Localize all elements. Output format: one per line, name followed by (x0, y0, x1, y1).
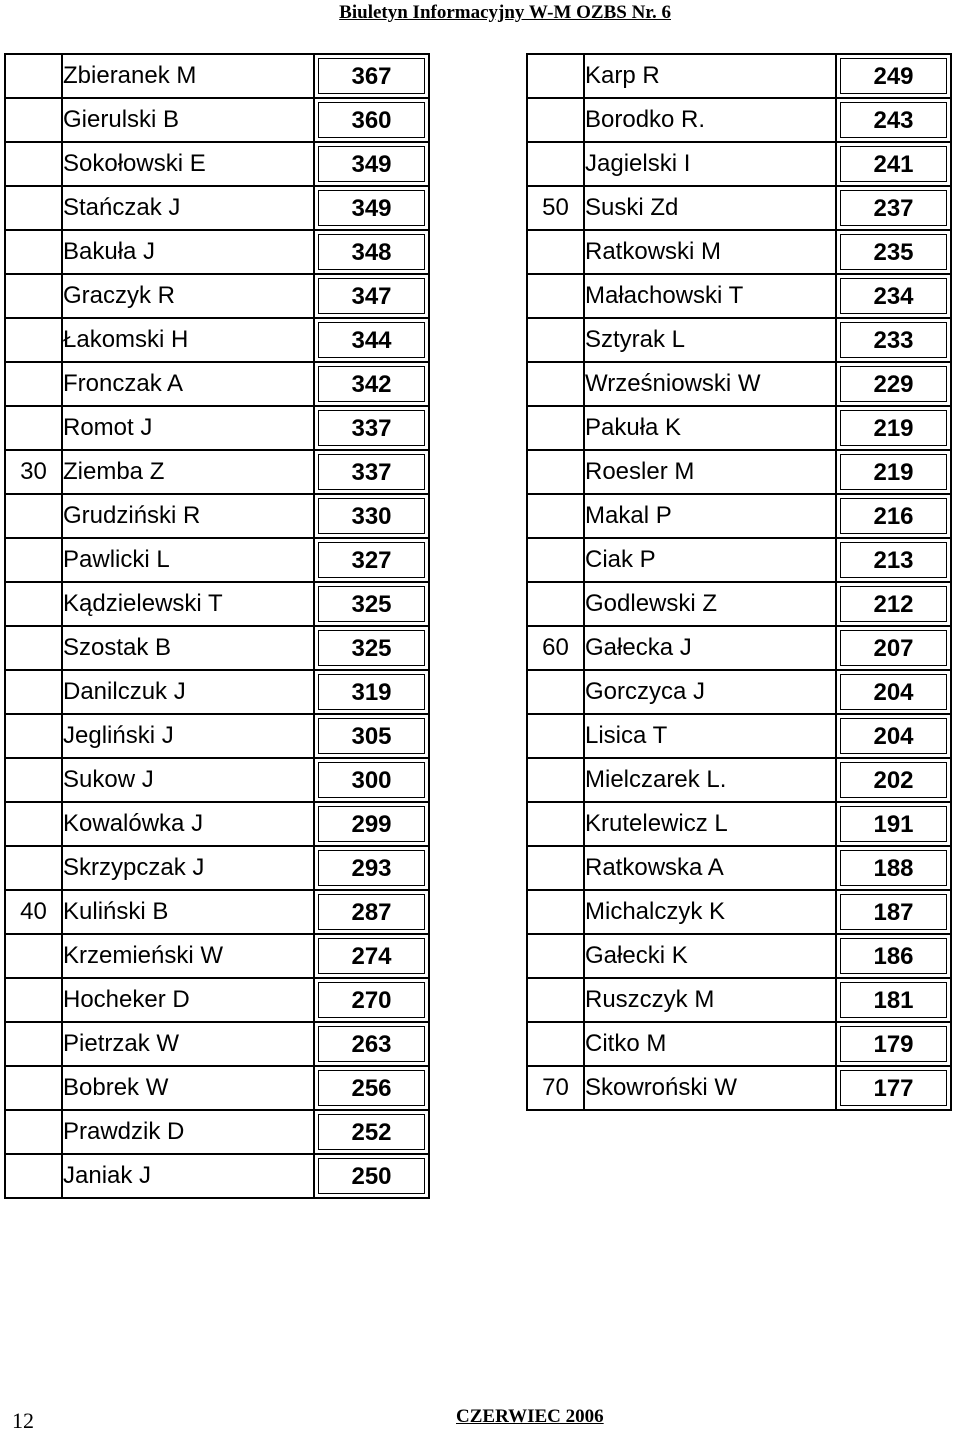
rank-number (6, 187, 63, 231)
table-row (528, 495, 952, 539)
table-row (528, 319, 952, 363)
rank-number (6, 363, 63, 407)
table-row (528, 539, 952, 583)
player-name: Borodko R. (585, 99, 837, 143)
table-row (528, 187, 952, 231)
score-value: 327 (318, 542, 425, 578)
score-cell (837, 495, 952, 539)
table-row (6, 407, 430, 451)
score-cell (315, 187, 430, 231)
player-name: Ciak P (585, 539, 837, 583)
score-value: 337 (318, 454, 425, 490)
score-value: 299 (318, 806, 425, 842)
score-cell (837, 1023, 952, 1067)
rank-number (6, 319, 63, 363)
rank-number (528, 1023, 585, 1067)
score-value: 287 (318, 894, 425, 930)
player-name: Gałecki K (585, 935, 837, 979)
table-row (6, 1023, 430, 1067)
player-name: Michalczyk K (585, 891, 837, 935)
player-name: Sukow J (63, 759, 315, 803)
score-cell (315, 671, 430, 715)
player-name: Godlewski Z (585, 583, 837, 627)
score-cell (315, 583, 430, 627)
player-name: Sokołowski E (63, 143, 315, 187)
rank-number: 40 (6, 891, 63, 935)
player-name: Ziemba Z (63, 451, 315, 495)
table-row (6, 451, 430, 495)
player-name: Małachowski T (585, 275, 837, 319)
table-row (528, 627, 952, 671)
table-row (6, 539, 430, 583)
score-value: 325 (318, 630, 425, 666)
score-value: 213 (840, 542, 947, 578)
rank-number (6, 1067, 63, 1111)
player-name: Romot J (63, 407, 315, 451)
table-row (6, 231, 430, 275)
player-name: Skrzypczak J (63, 847, 315, 891)
score-value: 337 (318, 410, 425, 446)
player-name: Makal P (585, 495, 837, 539)
table-row (6, 583, 430, 627)
table-row (528, 891, 952, 935)
score-cell (837, 363, 952, 407)
player-name: Kowalówka J (63, 803, 315, 847)
player-name: Stańczak J (63, 187, 315, 231)
score-cell (315, 231, 430, 275)
score-value: 216 (840, 498, 947, 534)
table-row (6, 55, 430, 99)
score-cell (315, 363, 430, 407)
score-cell (315, 803, 430, 847)
score-cell (837, 627, 952, 671)
player-name: Sztyrak L (585, 319, 837, 363)
rank-number (528, 715, 585, 759)
score-value: 233 (840, 322, 947, 358)
score-value: 330 (318, 498, 425, 534)
score-cell (837, 759, 952, 803)
score-cell (315, 715, 430, 759)
player-name: Lisica T (585, 715, 837, 759)
rank-number (528, 891, 585, 935)
table-row (528, 275, 952, 319)
player-name: Roesler M (585, 451, 837, 495)
player-name: Bobrek W (63, 1067, 315, 1111)
player-name: Karp R (585, 55, 837, 99)
score-cell (837, 671, 952, 715)
player-name: Bakuła J (63, 231, 315, 275)
table-row (6, 715, 430, 759)
page-number: 12 (12, 1408, 34, 1433)
player-name: Kądzielewski T (63, 583, 315, 627)
table-row (528, 847, 952, 891)
rank-number (6, 1023, 63, 1067)
player-name: Pietrzak W (63, 1023, 315, 1067)
player-name: Pakuła K (585, 407, 837, 451)
score-value: 344 (318, 322, 425, 358)
table-row (528, 1023, 952, 1067)
bulletin-title: Biuletyn Informacyjny W-M OZBS Nr. 6 (339, 2, 671, 23)
score-value: 212 (840, 586, 947, 622)
player-name: Gierulski B (63, 99, 315, 143)
rank-number (528, 583, 585, 627)
score-value: 207 (840, 630, 947, 666)
score-cell (315, 407, 430, 451)
table-row (528, 1067, 952, 1111)
table-row (6, 319, 430, 363)
score-cell (315, 495, 430, 539)
table-row (6, 627, 430, 671)
table-row (6, 1067, 430, 1111)
score-cell (315, 143, 430, 187)
score-value: 237 (840, 190, 947, 226)
score-value: 274 (318, 938, 425, 974)
score-value: 360 (318, 102, 425, 138)
rank-number (6, 627, 63, 671)
rank-number (528, 143, 585, 187)
rank-number: 50 (528, 187, 585, 231)
rank-number (528, 495, 585, 539)
score-value: 252 (318, 1114, 425, 1150)
score-cell (315, 759, 430, 803)
rank-number (528, 231, 585, 275)
player-name: Fronczak A (63, 363, 315, 407)
rank-number (528, 319, 585, 363)
rank-number: 30 (6, 451, 63, 495)
score-cell (315, 935, 430, 979)
score-cell (315, 847, 430, 891)
table-row (6, 1155, 430, 1199)
player-name: Zbieranek M (63, 55, 315, 99)
score-value: 179 (840, 1026, 947, 1062)
score-cell (837, 847, 952, 891)
player-name: Citko M (585, 1023, 837, 1067)
rank-number (6, 275, 63, 319)
score-value: 349 (318, 190, 425, 226)
score-value: 342 (318, 366, 425, 402)
score-cell (837, 451, 952, 495)
score-cell (315, 55, 430, 99)
player-name: Mielczarek L. (585, 759, 837, 803)
score-cell (315, 1023, 430, 1067)
score-value: 349 (318, 146, 425, 182)
score-cell (315, 275, 430, 319)
rank-number (6, 847, 63, 891)
table-row (528, 583, 952, 627)
score-value: 347 (318, 278, 425, 314)
rank-number (6, 539, 63, 583)
issue-date: CZERWIEC 2006 (456, 1406, 604, 1427)
ranking-table-left-body (6, 55, 430, 1199)
table-row (6, 847, 430, 891)
score-value: 202 (840, 762, 947, 798)
score-value: 249 (840, 58, 947, 94)
score-cell (315, 539, 430, 583)
player-name: Ratkowski M (585, 231, 837, 275)
player-name: Wrześniowski W (585, 363, 837, 407)
score-cell (315, 1155, 430, 1199)
table-row (6, 99, 430, 143)
rank-number (528, 759, 585, 803)
rank-number (6, 1111, 63, 1155)
rank-number (6, 1155, 63, 1199)
score-value: 250 (318, 1158, 425, 1194)
score-value: 263 (318, 1026, 425, 1062)
table-row (528, 759, 952, 803)
score-cell (837, 231, 952, 275)
score-cell (315, 979, 430, 1023)
score-cell (315, 891, 430, 935)
player-name: Łakomski H (63, 319, 315, 363)
score-cell (837, 935, 952, 979)
table-row (6, 803, 430, 847)
score-cell (315, 1067, 430, 1111)
score-value: 219 (840, 454, 947, 490)
rank-number (6, 979, 63, 1023)
score-value: 241 (840, 146, 947, 182)
table-row (6, 759, 430, 803)
score-cell (837, 99, 952, 143)
table-row (528, 715, 952, 759)
score-cell (837, 583, 952, 627)
score-cell (315, 319, 430, 363)
rank-number (6, 715, 63, 759)
score-value: 204 (840, 674, 947, 710)
score-cell (315, 627, 430, 671)
table-row (528, 671, 952, 715)
player-name: Ratkowska A (585, 847, 837, 891)
score-value: 187 (840, 894, 947, 930)
ranking-table-left (4, 53, 430, 1199)
score-value: 186 (840, 938, 947, 974)
score-value: 177 (840, 1070, 947, 1106)
rank-number (528, 803, 585, 847)
rank-number (6, 759, 63, 803)
ranking-table-right-body (528, 55, 952, 1111)
table-row (528, 363, 952, 407)
table-row (6, 275, 430, 319)
player-name: Hocheker D (63, 979, 315, 1023)
table-row (528, 231, 952, 275)
score-value: 325 (318, 586, 425, 622)
player-name: Danilczuk J (63, 671, 315, 715)
score-cell (837, 55, 952, 99)
score-cell (315, 99, 430, 143)
score-value: 300 (318, 762, 425, 798)
score-value: 204 (840, 718, 947, 754)
rank-number (6, 407, 63, 451)
rank-number (6, 231, 63, 275)
player-name: Grudziński R (63, 495, 315, 539)
player-name: Graczyk R (63, 275, 315, 319)
rank-number (528, 935, 585, 979)
player-name: Ruszczyk M (585, 979, 837, 1023)
table-row (528, 935, 952, 979)
player-name: Krutelewicz L (585, 803, 837, 847)
table-row (528, 407, 952, 451)
score-cell (837, 407, 952, 451)
score-value: 181 (840, 982, 947, 1018)
score-value: 234 (840, 278, 947, 314)
score-value: 229 (840, 366, 947, 402)
player-name: Krzemieński W (63, 935, 315, 979)
rank-number (528, 99, 585, 143)
rank-number (6, 671, 63, 715)
rank-number (6, 143, 63, 187)
score-cell (837, 891, 952, 935)
rank-number (528, 539, 585, 583)
player-name: Prawdzik D (63, 1111, 315, 1155)
player-name: Jagielski I (585, 143, 837, 187)
rank-number (6, 99, 63, 143)
score-value: 305 (318, 718, 425, 754)
rank-number: 70 (528, 1067, 585, 1111)
player-name: Suski Zd (585, 187, 837, 231)
score-value: 348 (318, 234, 425, 270)
score-cell (837, 803, 952, 847)
score-value: 367 (318, 58, 425, 94)
score-cell (837, 979, 952, 1023)
player-name: Pawlicki L (63, 539, 315, 583)
rank-number (528, 671, 585, 715)
rank-number (528, 979, 585, 1023)
score-value: 256 (318, 1070, 425, 1106)
score-value: 191 (840, 806, 947, 842)
table-row (528, 979, 952, 1023)
rank-number (528, 451, 585, 495)
rank-number (6, 803, 63, 847)
score-value: 319 (318, 674, 425, 710)
score-value: 293 (318, 850, 425, 886)
score-value: 235 (840, 234, 947, 270)
score-cell (837, 275, 952, 319)
score-value: 188 (840, 850, 947, 886)
rank-number (6, 583, 63, 627)
table-row (6, 891, 430, 935)
score-cell (315, 451, 430, 495)
table-row (6, 671, 430, 715)
score-cell (837, 715, 952, 759)
score-cell (837, 187, 952, 231)
rank-number (6, 935, 63, 979)
player-name: Skowroński W (585, 1067, 837, 1111)
score-value: 270 (318, 982, 425, 1018)
player-name: Gorczyca J (585, 671, 837, 715)
score-cell (315, 1111, 430, 1155)
ranking-table-right (526, 53, 952, 1111)
table-row (6, 143, 430, 187)
table-row (6, 187, 430, 231)
player-name: Szostak B (63, 627, 315, 671)
rank-number (528, 847, 585, 891)
table-row (528, 143, 952, 187)
table-row (6, 1111, 430, 1155)
table-row (528, 803, 952, 847)
table-row (6, 935, 430, 979)
rank-number (528, 55, 585, 99)
player-name: Janiak J (63, 1155, 315, 1199)
score-value: 219 (840, 410, 947, 446)
table-row (6, 979, 430, 1023)
player-name: Gałecka J (585, 627, 837, 671)
table-row (528, 55, 952, 99)
rank-number (6, 495, 63, 539)
rank-number (528, 407, 585, 451)
rank-number: 60 (528, 627, 585, 671)
score-cell (837, 143, 952, 187)
table-row (528, 451, 952, 495)
table-row (528, 99, 952, 143)
score-cell (837, 539, 952, 583)
rank-number (6, 55, 63, 99)
rank-number (528, 275, 585, 319)
table-row (6, 363, 430, 407)
table-row (6, 495, 430, 539)
rank-number (528, 363, 585, 407)
score-value: 243 (840, 102, 947, 138)
score-cell (837, 319, 952, 363)
player-name: Jegliński J (63, 715, 315, 759)
score-cell (837, 1067, 952, 1111)
player-name: Kuliński B (63, 891, 315, 935)
